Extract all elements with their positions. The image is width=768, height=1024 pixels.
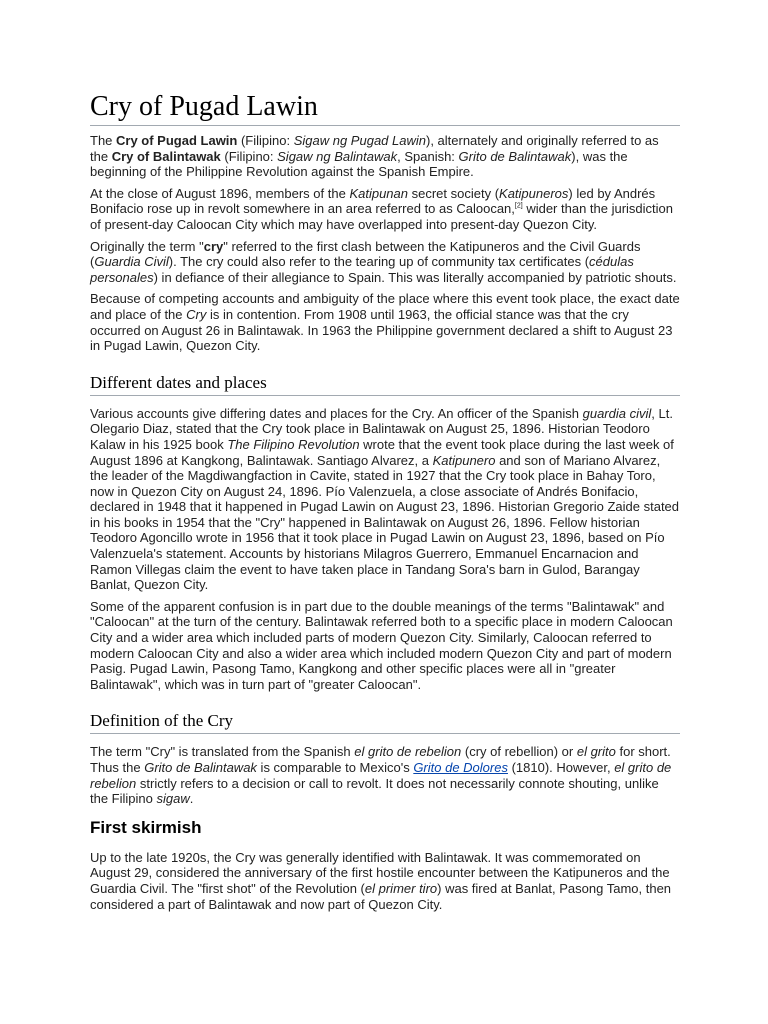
text-run: ), alternately and originally referred to as the <box>90 133 659 164</box>
bold-term: Cry of Pugad Lawin <box>116 133 238 148</box>
text-run: is comparable to Mexico's <box>256 760 414 775</box>
text-run: and son of Mariano Alvarez, the leader of the Magdiwangfaction in Cavite, stated in 1927 that the Cry took place in Bahay Toro, now in Quezon City on August 24, 1896. Pío Valenzuela, a close associate of Andrés Bonifacio, declared in 1948 that it happened in Pugad Lawin on August 23, 1896. Historian Gregorio Zaide stated in his books in 1954 that the "Cry" happened in Balintawak on August 26, 1896. Fellow historian Teodoro Agoncillo wrote in 1956 that it took place in Pugad Lawin on August 23, 1896, based on Pío Valenzuela's statement. Accounts by historians Milagros Guerrero, Emmanuel Encarnacion and Ramon Villegas claim the event to have taken place in Tandang Sora's barn in Gulod, Barangay Banlat, Quezon City. <box>90 452 680 593</box>
bold-term: cry <box>203 238 224 254</box>
text-run: for short. Thus the <box>90 744 671 775</box>
italic-term: sigaw <box>156 791 190 807</box>
text-run: wrote that the event took place during the last week of August 1896 at Kangkong, Balintawak. Santiago Alvarez, a <box>90 436 674 468</box>
text-run: The term "Cry" is translated from the Spanish <box>90 744 355 760</box>
text-run: is in contention. From 1908 until 1963, the official stance was that the cry occurred on August 26 in Balintawak. In 1963 the Philippine government declared a shift to August 23 in Pugad Lawin, Quezon City. <box>90 306 673 354</box>
section-heading: Definition of the Cry <box>90 710 680 734</box>
text-run: Some of the apparent confusion is in part due to the double meanings of the terms "Balintawak" and "Caloocan" at the turn of the century. Balintawak referred both to a specific place in modern Caloocan City and a wider area which included parts of modern Quezon City. Similarly, Caloocan referred to modern Caloocan City and also a wider area which included modern Quezon City and part of modern Pasig. Pugad Lawin, Pasong Tamo, Kangkong and other specific places were all in "greater Balintawak", which was in turn part of "greater Caloocan". <box>90 598 673 692</box>
citation-ref[interactable]: [2] <box>514 203 523 211</box>
italic-term: The Filipino Revolution <box>227 436 360 452</box>
article-sections <box>90 372 680 912</box>
italic-term: Guardia Civil <box>94 254 169 270</box>
section-heading: First skirmish <box>90 817 202 837</box>
italic-term: el grito <box>576 744 616 760</box>
text-run: ) led by Andrés Bonifacio rose up in revolt somewhere in an area referred to as Caloocan, <box>90 185 656 217</box>
article-intro <box>90 133 680 354</box>
text-run: At the close of August 1896, members of the <box>90 185 350 201</box>
italic-term: Sigaw ng Pugad Lawin <box>293 133 426 148</box>
section <box>90 710 680 806</box>
text-run: (Filipino: <box>237 133 294 148</box>
text-run: Originally the term " <box>90 238 204 254</box>
italic-term: Katipunan <box>349 185 408 201</box>
page-title: Cry of Pugad Lawin <box>90 0 680 126</box>
italic-term: Katipunero <box>432 452 496 468</box>
section-heading: Different dates and places <box>90 372 680 396</box>
italic-term: el grito de rebelion <box>90 760 672 791</box>
italic-term: guardia civil <box>582 405 652 421</box>
paragraph <box>90 291 680 353</box>
text-run: Various accounts give differing dates and places for the Cry. An officer of the Spanish <box>90 405 583 421</box>
italic-term: Cry <box>186 306 207 322</box>
text-run: , Spanish: <box>397 148 459 164</box>
text-run: (Filipino: <box>220 148 278 164</box>
text-run: ), was the beginning of the Philippine Revolution against the Spanish Empire. <box>90 148 628 180</box>
section <box>90 817 680 912</box>
italic-term: Grito de Balintawak <box>458 148 572 164</box>
paragraph <box>90 744 680 806</box>
text-run: ) was fired at Banlat, Pasong Tamo, then considered a part of Balintawak and now part of Quezon City. <box>90 880 672 912</box>
text-run: secret society ( <box>408 185 500 201</box>
paragraph <box>90 599 680 693</box>
section <box>90 372 680 693</box>
text-run: ). The cry could also refer to the tearing up of community tax certificates ( <box>168 254 590 270</box>
italic-term: Katipuneros <box>499 185 569 201</box>
paragraph <box>90 133 680 180</box>
text-run: (1810). However, <box>507 760 615 775</box>
text-run: The <box>90 133 117 148</box>
article <box>90 0 680 912</box>
text-run: " referred to the first clash between the Katipuneros and the Civil Guards ( <box>90 238 641 270</box>
text-run: Because of competing accounts and ambiguity of the place where this event took place, the exact date and place of the <box>90 291 680 322</box>
paragraph <box>90 850 680 912</box>
italic-term: el grito de rebelion <box>354 744 462 760</box>
bold-term: Cry of Balintawak <box>111 148 221 164</box>
text-run: , Lt. Olegario Diaz, stated that the Cry took place in Balintawak on August 25, 1896. Historian Teodoro Kalaw in his 1925 book <box>90 405 673 452</box>
paragraph <box>90 186 680 233</box>
italic-term: el primer tiro <box>364 880 438 896</box>
text-run: strictly refers to a decision or call to revolt. It does not necessarily connote shouting, unlike the Filipino <box>90 775 659 807</box>
text-run: wider than the jurisdiction of present-day Caloocan City which may have overlapped into present-day Quezon City. <box>90 201 674 232</box>
italic-term: cédulas personales <box>90 254 634 285</box>
paragraph <box>90 406 680 593</box>
text-run: Up to the late 1920s, the Cry was generally identified with Balintawak. It was commemorated on August 29, considered the anniversary of the first hostile encounter between the Katipuneros and the Guardia Civil. The "first shot" of the Revolution ( <box>90 849 670 896</box>
italic-term: Sigaw ng Balintawak <box>277 148 398 164</box>
text-run: (cry of rebellion) or <box>461 744 577 760</box>
paragraph <box>90 239 680 286</box>
inline-link[interactable]: Grito de Dolores <box>413 760 508 775</box>
text-run: ) in defiance of their allegiance to Spain. This was literally accompanied by patriotic shouts. <box>153 269 677 285</box>
text-run: . <box>189 791 194 807</box>
italic-term: Grito de Balintawak <box>144 760 257 775</box>
